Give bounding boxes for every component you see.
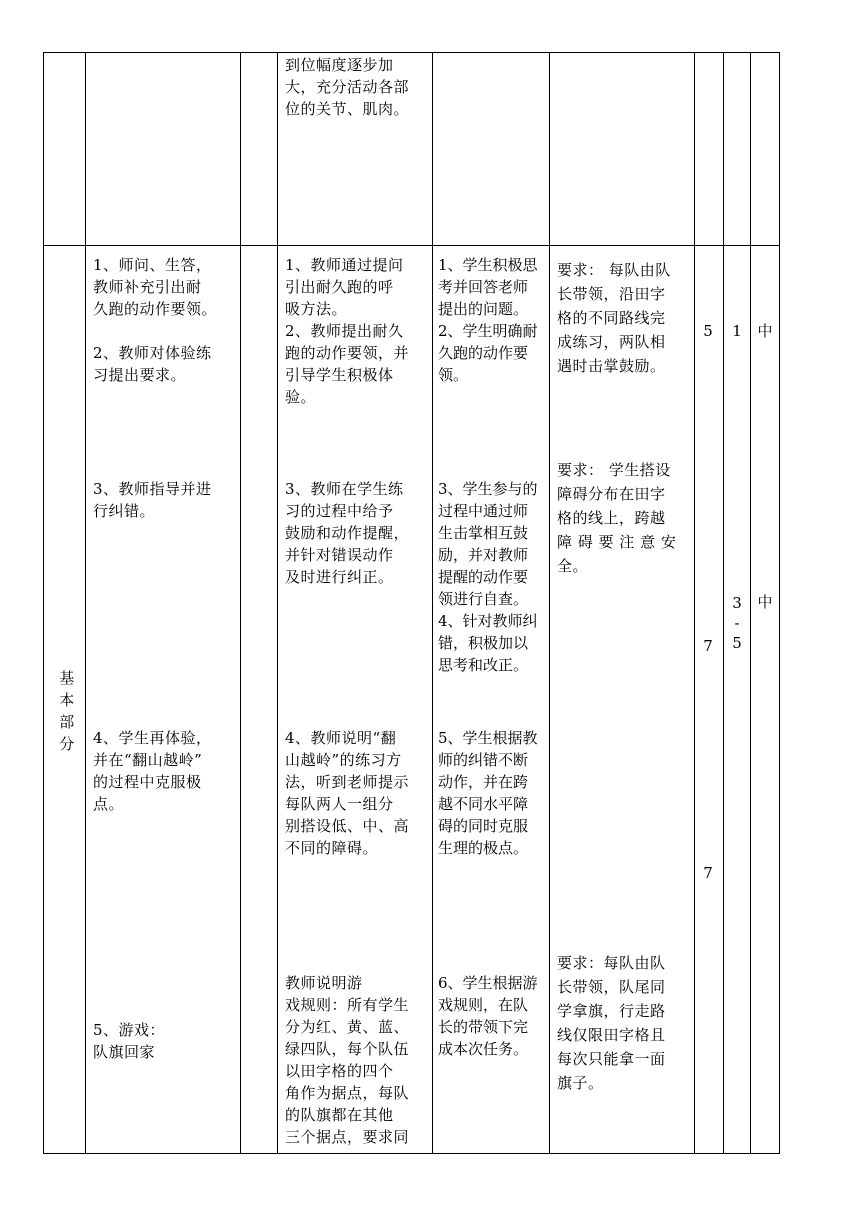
text-line: 5、游戏： xyxy=(93,1021,166,1039)
intensity-value: 中 xyxy=(757,322,773,340)
text-line: 引出耐久跑的呼 xyxy=(285,278,394,296)
text-line: 吸方法。 xyxy=(285,300,348,318)
requirement-2 xyxy=(557,458,676,578)
text-line: 点。 xyxy=(93,795,125,813)
student-activity-4 xyxy=(438,972,538,1060)
text-line: 格的不同路线完 xyxy=(557,309,666,327)
text-line: 生击掌相互鼓 xyxy=(438,524,529,542)
col-divider-2 xyxy=(240,52,241,1154)
content-item-4 xyxy=(93,727,212,815)
text-line: 5、学生根据教 xyxy=(438,729,538,747)
text-line: 4、学生再体验， xyxy=(93,729,212,747)
text-line: 过程中通过师 xyxy=(438,502,529,520)
text-line: 别搭设低、中、高 xyxy=(285,817,410,835)
text-line: 的队旗都在其他 xyxy=(285,1106,394,1124)
text-line: 提醒的动作要 xyxy=(438,568,529,586)
text-line: 格的线上，跨越 xyxy=(557,509,666,527)
text-line: 戏规则：所有学生 xyxy=(285,996,410,1014)
student-activity-1 xyxy=(438,254,538,386)
text-line: 领进行自查。 xyxy=(438,590,529,608)
col-divider-3 xyxy=(277,52,278,1154)
text-line: 1、学生积极思 xyxy=(438,256,538,274)
text-line: 久跑的动作要领。 xyxy=(93,300,218,318)
text-line: 考并回答老师 xyxy=(438,278,529,296)
text-line: 长的带领下完 xyxy=(438,1018,529,1036)
text-line: 绿四队，每个队伍 xyxy=(285,1040,410,1058)
section-label-char: 基 xyxy=(59,669,75,687)
text-line: 学拿旗，行走路 xyxy=(557,1002,666,1020)
text-line: 成练习，两队相 xyxy=(557,333,666,351)
text-line: 碍的同时克服 xyxy=(438,817,529,835)
text-line: 线仅限田字格且 xyxy=(557,1026,666,1044)
col-divider-7 xyxy=(723,52,724,1154)
text-line: 提出的问题。 xyxy=(438,300,529,318)
student-activity-3 xyxy=(438,727,538,859)
row-divider xyxy=(43,245,780,246)
table-border-right xyxy=(779,52,780,1154)
text-line: 2、教师提出耐久 xyxy=(285,322,404,340)
text-line: 法，听到老师提示 xyxy=(285,773,410,791)
text-line: 位的关节、肌肉。 xyxy=(285,100,410,118)
text-line: 习的过程中给予 xyxy=(285,502,394,520)
text-line: 并在“翻山越岭” xyxy=(93,751,203,769)
content-item-1 xyxy=(93,254,217,320)
text-line: 戏规则，在队 xyxy=(438,996,529,1014)
text-line: 教师补充引出耐 xyxy=(93,278,202,296)
text-line: 要求： 学生搭设 xyxy=(557,461,671,479)
count-value: 1 xyxy=(732,322,742,340)
text-line: 1、教师通过提问 xyxy=(285,256,404,274)
student-activity-2 xyxy=(438,478,538,676)
text-line: 不同的障碍。 xyxy=(285,839,379,857)
text-line: 要求：每队由队 xyxy=(557,954,666,972)
text-line: 4、教师说明“翻 xyxy=(285,729,397,747)
text-line: 要求： 每队由队 xyxy=(557,261,671,279)
time-value: 7 xyxy=(703,864,713,882)
col-divider-6 xyxy=(694,52,695,1154)
text-line: 及时进行纠正。 xyxy=(285,568,394,586)
text-line: 错，积极加以 xyxy=(438,634,529,652)
text-line: 跑的动作要领，并 xyxy=(285,344,410,362)
teacher-activity-4 xyxy=(285,972,409,1148)
text-line: 到位幅度逐步加 xyxy=(285,56,394,74)
table-border-bottom xyxy=(43,1153,780,1154)
text-line: 1、师问、生答， xyxy=(93,256,212,274)
text-line: 的过程中克服极 xyxy=(93,773,202,791)
requirement-1 xyxy=(557,258,671,378)
section-label-char: 部 xyxy=(59,713,75,731)
text-line: 动作，并在跨 xyxy=(438,773,529,791)
text-line: 长带领，队尾同 xyxy=(557,978,666,996)
text-line: 2、学生明确耐 xyxy=(438,322,538,340)
count-value: 3 xyxy=(732,594,742,612)
col-divider-5 xyxy=(549,52,550,1154)
text-line: 旗子。 xyxy=(557,1074,604,1092)
time-value: 5 xyxy=(703,322,713,340)
table-border-top xyxy=(43,52,780,53)
text-line: 三个据点，要求同 xyxy=(285,1128,410,1146)
text-line: 越不同水平障 xyxy=(438,795,529,813)
text-line: 师的纠错不断 xyxy=(438,751,529,769)
content-item-3 xyxy=(93,478,212,522)
text-line: 3、教师指导并进 xyxy=(93,480,212,498)
text-line: 领。 xyxy=(438,366,469,384)
text-line: 障 碍 要 注 意 安 xyxy=(557,533,677,551)
text-line: 验。 xyxy=(285,388,317,406)
teacher-activity-2 xyxy=(285,478,409,588)
text-line: 大，充分活动各部 xyxy=(285,78,410,96)
text-line: 行纠错。 xyxy=(93,502,156,520)
time-value: 7 xyxy=(703,637,713,655)
teacher-activity-3 xyxy=(285,727,409,859)
content-item-2 xyxy=(93,342,212,386)
content-item-5 xyxy=(93,1019,165,1063)
text-line: 成本次任务。 xyxy=(438,1040,529,1058)
col-divider-8 xyxy=(750,52,751,1154)
text-line: 全。 xyxy=(557,557,589,575)
top-row-content xyxy=(285,54,409,120)
text-line: 遇时击掌鼓励。 xyxy=(557,357,666,375)
text-line: 习提出要求。 xyxy=(93,366,187,384)
text-line: 3、学生参与的 xyxy=(438,480,538,498)
text-line: 6、学生根据游 xyxy=(438,974,538,992)
text-line: 并针对错误动作 xyxy=(285,546,394,564)
text-line: 每次只能拿一面 xyxy=(557,1050,666,1068)
requirement-3 xyxy=(557,951,666,1095)
intensity-value: 中 xyxy=(757,593,773,611)
section-label-char: 分 xyxy=(59,735,75,753)
text-line: 2、教师对体验练 xyxy=(93,344,212,362)
text-line: 角作为据点，每队 xyxy=(285,1084,410,1102)
text-line: 分为红、黄、蓝、 xyxy=(285,1018,410,1036)
table-border-left xyxy=(43,52,44,1154)
text-line: 思考和改正。 xyxy=(438,656,529,674)
count-value: 5 xyxy=(732,634,742,652)
text-line: 鼓励和动作提醒， xyxy=(285,524,410,542)
col-divider-1 xyxy=(85,52,86,1154)
section-label xyxy=(57,667,77,755)
text-line: 以田字格的四个 xyxy=(285,1062,394,1080)
count-value: - xyxy=(734,614,740,632)
text-line: 教师说明游 xyxy=(285,974,363,992)
text-line: 3、教师在学生练 xyxy=(285,480,404,498)
text-line: 生理的极点。 xyxy=(438,839,529,857)
text-line: 励，并对教师 xyxy=(438,546,529,564)
col-divider-4 xyxy=(432,52,433,1154)
text-line: 队旗回家 xyxy=(93,1043,156,1061)
section-label-char: 本 xyxy=(59,691,75,709)
text-line: 障碍分布在田字 xyxy=(557,485,666,503)
teacher-activity-1 xyxy=(285,254,409,408)
text-line: 长带领，沿田字 xyxy=(557,285,666,303)
text-line: 引导学生积极体 xyxy=(285,366,394,384)
text-line: 久跑的动作要 xyxy=(438,344,529,362)
text-line: 山越岭”的练习方 xyxy=(285,751,402,769)
text-line: 4、针对教师纠 xyxy=(438,612,538,630)
text-line: 每队两人一组分 xyxy=(285,795,394,813)
